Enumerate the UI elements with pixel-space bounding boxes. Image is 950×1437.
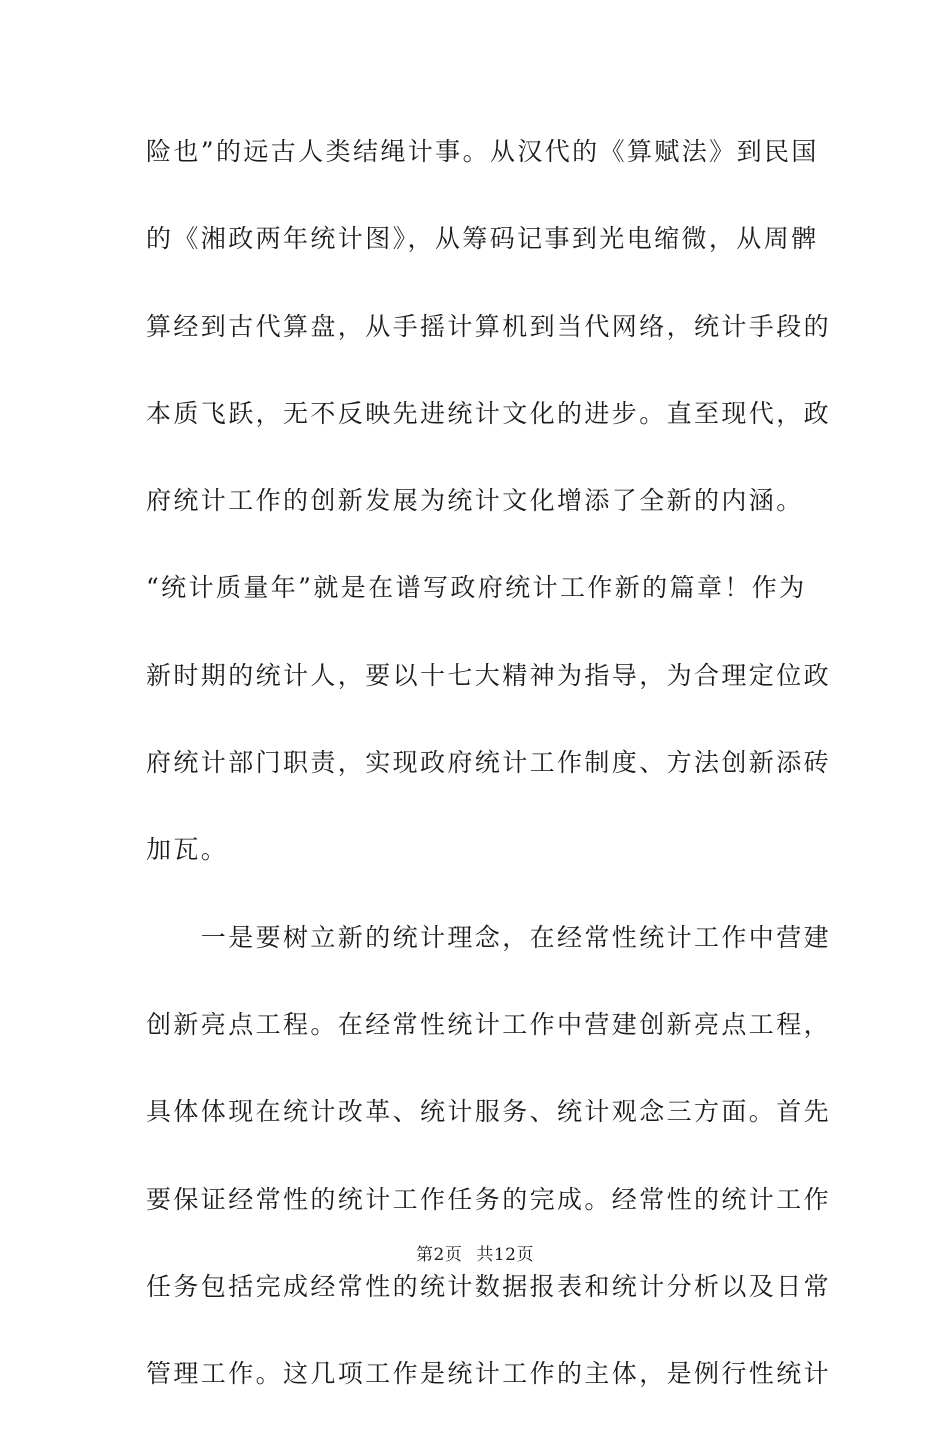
text-line: “统计质量年”就是在谱写政府统计工作新的篇章！作为	[146, 573, 807, 603]
text-line: 任务包括完成经常性的统计数据报表和统计分析以及日常	[146, 1271, 832, 1301]
page-number: 第2页	[416, 1245, 463, 1265]
text-line: 府统计工作的创新发展为统计文化增添了全新的内涵。	[146, 486, 804, 516]
text-line: 管理工作。这几项工作是统计工作的主体，是例行性统计	[146, 1359, 832, 1389]
text-line: 新时期的统计人，要以十七大精神为指导，为合理定位政	[146, 660, 832, 690]
text-line: 要保证经常性的统计工作任务的完成。经常性的统计工作	[146, 1184, 832, 1214]
text-line: 的《湘政两年统计图》，从筹码记事到光电缩微，从周髀	[146, 224, 819, 254]
text-line: 府统计部门职责，实现政府统计工作制度、方法创新添砖	[146, 748, 832, 778]
text-line: 加瓦。	[146, 835, 229, 865]
text-line: 一是要树立新的统计理念，在经常性统计工作中营建	[146, 922, 832, 952]
page-total: 共12页	[476, 1245, 534, 1265]
text-line: 本质飞跃，无不反映先进统计文化的进步。直至现代，政	[146, 398, 832, 428]
text-line: 算经到古代算盘，从手摇计算机到当代网络，统计手段的	[146, 311, 832, 341]
text-line: 具体体现在统计改革、统计服务、统计观念三方面。首先	[146, 1097, 832, 1127]
page-footer	[0, 1240, 950, 1265]
text-line: 创新亮点工程。在经常性统计工作中营建创新亮点工程，	[146, 1009, 832, 1039]
text-line: 险也”的远古人类结绳计事。从汉代的《算赋法》到民国	[146, 137, 819, 166]
